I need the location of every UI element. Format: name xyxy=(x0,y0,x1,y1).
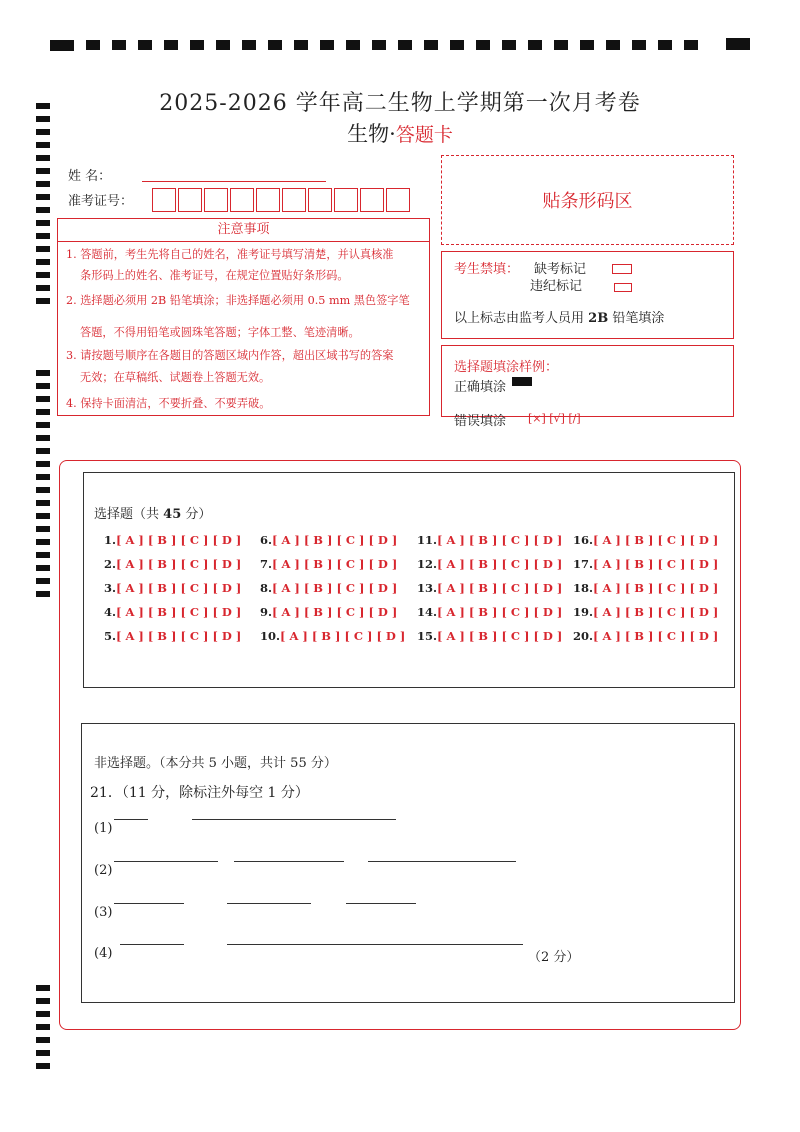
choice-question[interactable]: 7.[ A ] [ B ] [ C ] [ D ] xyxy=(260,557,398,571)
notice-item: 2. 选择题必须用 2B 铅笔填涂；非选择题必须用 0.5 mm 黑色签字笔 xyxy=(66,294,410,307)
subject-title xyxy=(0,118,800,148)
proctor-note: 以上标志由监考人员用 2B 铅笔填涂 xyxy=(454,311,665,326)
answer-line[interactable] xyxy=(227,944,523,945)
exam-title: 2025-2026 学年高二生物上学期第一次月考卷 xyxy=(159,91,641,116)
barcode-area: 贴条形码区 xyxy=(441,155,734,245)
sample-title: 选择题填涂样例： xyxy=(454,360,559,375)
choice-question[interactable]: 11.[ A ] [ B ] [ C ] [ D ] xyxy=(417,533,563,547)
choice-question[interactable]: 20.[ A ] [ B ] [ C ] [ D ] xyxy=(573,629,719,643)
sub-1-label: (1) xyxy=(94,821,113,836)
nonchoice-section xyxy=(81,723,735,1003)
answer-line[interactable] xyxy=(192,819,396,820)
choice-question[interactable]: 8.[ A ] [ B ] [ C ] [ D ] xyxy=(260,581,398,595)
name-label: 姓 名： xyxy=(68,169,112,184)
choice-question[interactable]: 5.[ A ] [ B ] [ C ] [ D ] xyxy=(104,629,242,643)
answer-line[interactable] xyxy=(346,903,416,904)
sub-4-label: (4) xyxy=(94,946,113,961)
notice-item: 条形码上的姓名、准考证号，在规定位置贴好条形码。 xyxy=(80,269,349,282)
choice-question[interactable]: 12.[ A ] [ B ] [ C ] [ D ] xyxy=(417,557,563,571)
notice-title: 注意事项 xyxy=(58,219,429,242)
answer-line[interactable] xyxy=(120,944,184,945)
sub-4-points: （2 分） xyxy=(528,950,580,965)
wrong-marks: [×] [√] [/] xyxy=(528,412,581,425)
absent-label: 缺考标记 xyxy=(534,262,587,277)
choice-question[interactable]: 10.[ A ] [ B ] [ C ] [ D ] xyxy=(260,629,406,643)
sub-2-label: (2) xyxy=(94,863,113,878)
notice-item: 3. 请按题号顺序在各题目的答题区域内作答，超出区域书写的答案 xyxy=(66,349,394,362)
notice-item: 答题，不得用铅笔或圆珠笔答题；字体工整、笔迹清晰。 xyxy=(80,326,360,339)
card-type: 答题卡 xyxy=(395,124,453,146)
notice-item: 无效；在草稿纸、试题卷上答题无效。 xyxy=(80,371,271,384)
nonchoice-header: 非选择题。（本分共 5 小题，共计 55 分） xyxy=(94,756,337,771)
exam-id-boxes[interactable] xyxy=(152,188,412,212)
answer-line[interactable] xyxy=(114,819,148,820)
notice-item: 1. 答题前，考生先将自己的姓名，准考证号填写清楚，并认真核准 xyxy=(66,248,394,261)
choice-question[interactable]: 2.[ A ] [ B ] [ C ] [ D ] xyxy=(104,557,242,571)
subject-name: 生物· xyxy=(347,122,396,146)
name-field[interactable] xyxy=(142,181,326,182)
choice-header: 选择题（共 45 分） xyxy=(94,507,212,522)
choice-question[interactable]: 14.[ A ] [ B ] [ C ] [ D ] xyxy=(417,605,563,619)
question-21-title: 21．（11 分，除标注外每空 1 分） xyxy=(90,785,309,801)
correct-fill-mark xyxy=(512,377,532,386)
answer-line[interactable] xyxy=(114,861,218,862)
exam-id-label: 准考证号： xyxy=(68,194,134,209)
violation-label: 违纪标记 xyxy=(530,279,583,294)
choice-question[interactable]: 1.[ A ] [ B ] [ C ] [ D ] xyxy=(104,533,242,547)
proctor-marks-box xyxy=(441,251,734,339)
answer-line[interactable] xyxy=(234,861,344,862)
choice-question[interactable]: 9.[ A ] [ B ] [ C ] [ D ] xyxy=(260,605,398,619)
correct-label: 正确填涂 xyxy=(454,380,507,395)
fill-sample-box xyxy=(441,345,734,429)
choice-section xyxy=(83,472,735,688)
forbid-label: 考生禁填： xyxy=(454,262,520,277)
choice-question[interactable]: 18.[ A ] [ B ] [ C ] [ D ] xyxy=(573,581,719,595)
choice-question[interactable]: 16.[ A ] [ B ] [ C ] [ D ] xyxy=(573,533,719,547)
choice-question[interactable]: 4.[ A ] [ B ] [ C ] [ D ] xyxy=(104,605,242,619)
absent-mark-box[interactable] xyxy=(612,264,632,274)
answer-line[interactable] xyxy=(227,903,311,904)
wrong-label: 错误填涂 xyxy=(454,414,507,429)
choice-question[interactable]: 13.[ A ] [ B ] [ C ] [ D ] xyxy=(417,581,563,595)
choice-question[interactable]: 3.[ A ] [ B ] [ C ] [ D ] xyxy=(104,581,242,595)
answer-line[interactable] xyxy=(368,861,516,862)
choice-question[interactable]: 6.[ A ] [ B ] [ C ] [ D ] xyxy=(260,533,398,547)
notice-box xyxy=(57,218,430,416)
violation-mark-box[interactable] xyxy=(614,283,632,292)
choice-question[interactable]: 15.[ A ] [ B ] [ C ] [ D ] xyxy=(417,629,563,643)
answer-line[interactable] xyxy=(114,903,184,904)
choice-question[interactable]: 17.[ A ] [ B ] [ C ] [ D ] xyxy=(573,557,719,571)
sub-3-label: (3) xyxy=(94,905,113,920)
choice-question[interactable]: 19.[ A ] [ B ] [ C ] [ D ] xyxy=(573,605,719,619)
notice-item: 4. 保持卡面清洁，不要折叠、不要弄破。 xyxy=(66,397,271,410)
